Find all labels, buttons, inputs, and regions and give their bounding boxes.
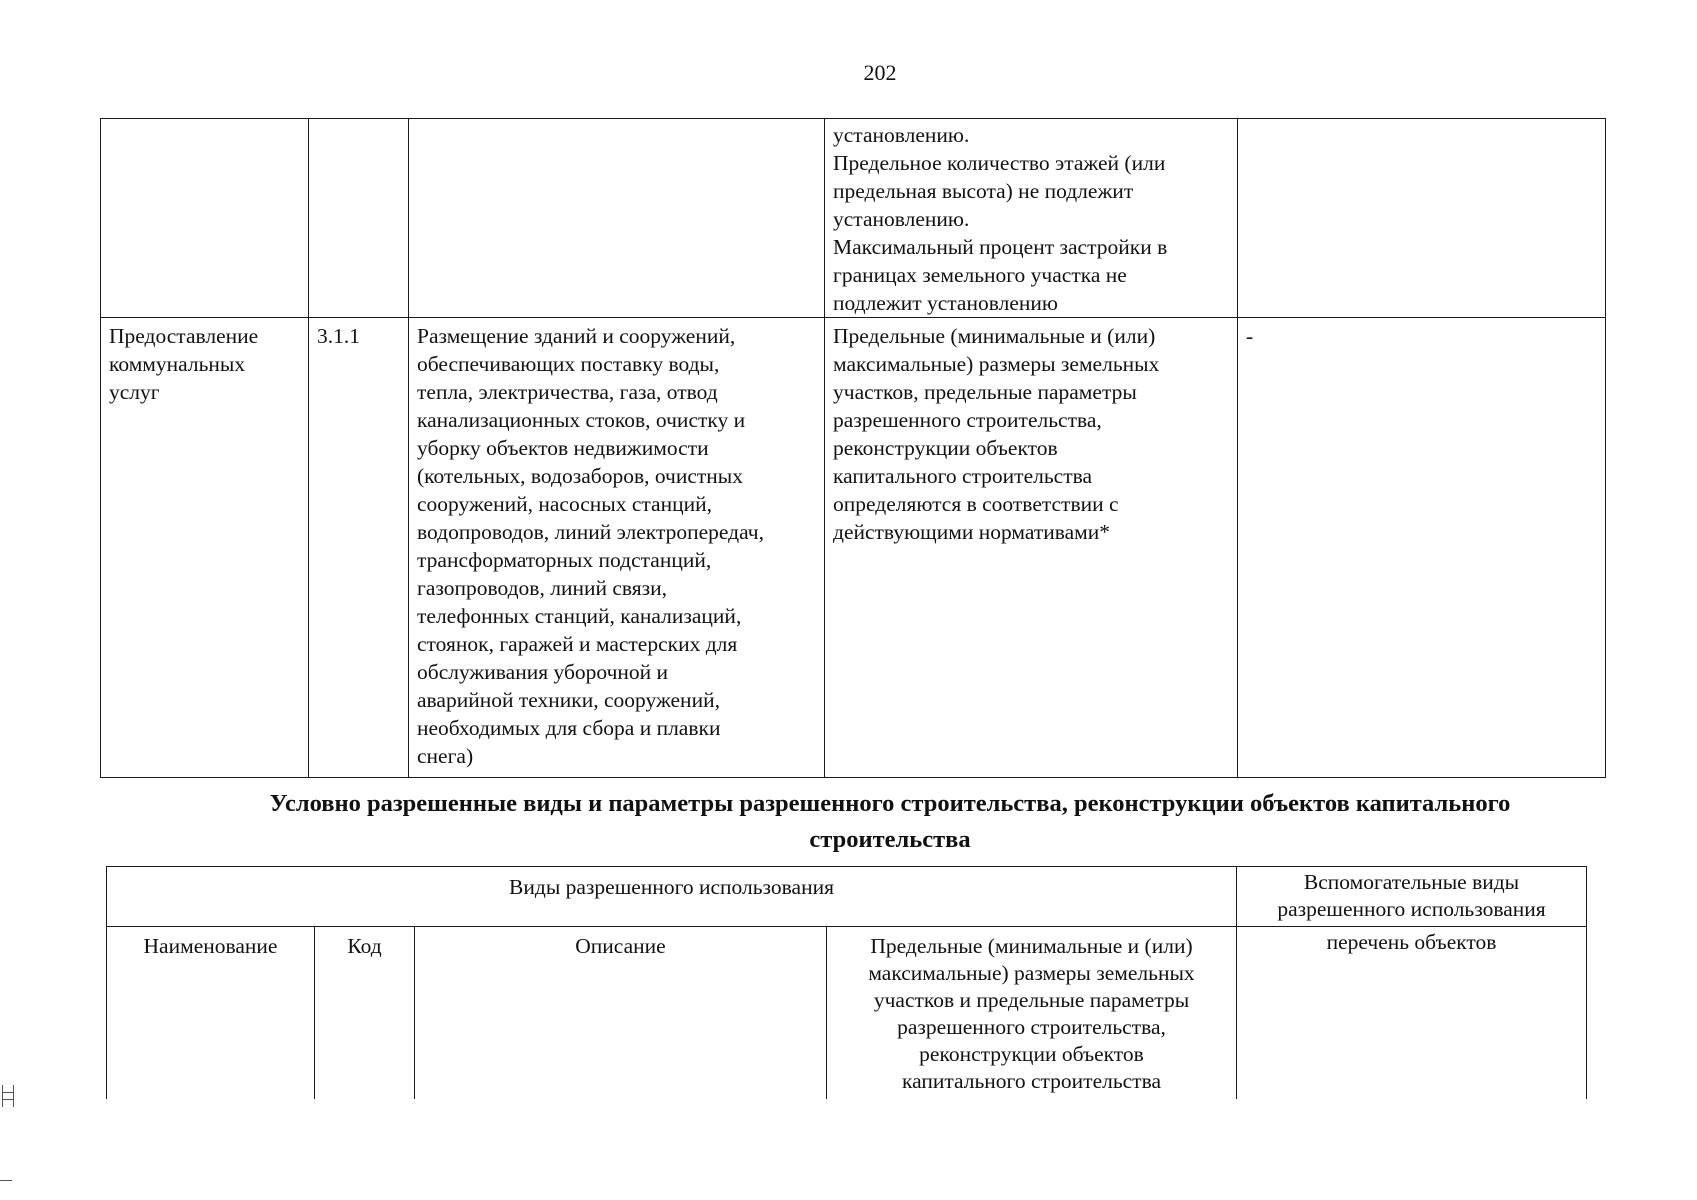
description-line: газопроводов, линий связи, (417, 576, 668, 600)
parameters-line: разрешенного строительства, (833, 408, 1102, 432)
description-line: обслуживания уборочной и (417, 660, 669, 684)
parameters-line: действующими нормативами* (833, 520, 1111, 544)
description-line: обеспечивающих поставку воды, (417, 352, 720, 376)
parameters-line: предельная высота) не подлежит (833, 179, 1134, 203)
section-heading-line: строительства (809, 826, 971, 853)
parameters-header-line: реконструкции объектов (919, 1042, 1144, 1066)
permitted-uses-table (100, 118, 1606, 778)
description-line: (котельных, водозаборов, очистных (417, 464, 744, 488)
description-line: канализационных стоков, очистку и (417, 408, 746, 432)
parameters-line: капитального строительства (833, 464, 1093, 488)
description-line: стоянок, гаражей и мастерских для (417, 632, 738, 656)
name-line: коммунальных (109, 352, 246, 376)
description-line: телефонных станций, канализаций, (417, 604, 742, 628)
parameters-line: реконструкции объектов (833, 436, 1058, 460)
conditional-uses-table (106, 866, 1587, 1099)
description-line: аварийной техники, сооружений, (417, 688, 720, 712)
description-line: Размещение зданий и сооружений, (417, 324, 736, 348)
parameters-header-line: разрешенного строительства, (897, 1015, 1166, 1039)
code-column-header: Код (315, 927, 415, 1099)
description-line: трансформаторных подстанций, (417, 548, 712, 572)
description-line: водопроводов, линий электропередач, (417, 520, 764, 544)
parameters-cell (825, 119, 1238, 318)
auxiliary-cell: - (1238, 318, 1606, 778)
table-row (101, 318, 1606, 778)
margin-dash (0, 1180, 12, 1181)
parameters-line: Предельные (минимальные и (или) (833, 324, 1156, 348)
description-line: необходимых для сбора и плавки (417, 716, 721, 740)
description-line: тепла, электричества, газа, отвод (417, 380, 718, 404)
aux-header-line: Вспомогательные виды (1303, 870, 1520, 894)
code-cell: 3.1.1 (309, 318, 409, 778)
section-heading-line: Условно разрешенные виды и параметры разрешенного строительства, реконструкции объектов капитального (269, 790, 1511, 817)
name-cell (101, 119, 309, 318)
parameters-header-line: максимальные) размеры земельных (868, 961, 1195, 985)
parameters-line: подлежит установлению (833, 291, 1058, 315)
parameters-line: установлению. (833, 123, 970, 147)
parameters-header-line: участков и предельные параметры (873, 988, 1190, 1012)
group-header-cell (107, 867, 1237, 927)
description-line: уборку объектов недвижимости (417, 436, 709, 460)
name-line: услуг (109, 380, 160, 404)
header-row (107, 867, 1587, 927)
parameters-line: Предельное количество этажей (или (833, 151, 1166, 175)
column-header-row (107, 927, 1587, 1099)
name-column-header: Наименование (107, 927, 315, 1099)
auxiliary-cell (1238, 119, 1606, 318)
parameters-column-header (827, 927, 1237, 1099)
name-line: Предоставление (109, 324, 259, 348)
parameters-line: границах земельного участка не (833, 263, 1127, 287)
parameters-line: установлению. (833, 207, 970, 231)
aux-header-line: разрешенного использования (1277, 897, 1546, 921)
parameters-line: участков, предельные параметры (833, 380, 1137, 404)
aux-header-cell (1237, 867, 1587, 927)
parameters-line: Максимальный процент застройки в (833, 235, 1168, 259)
parameters-cell (825, 318, 1238, 778)
parameters-line: максимальные) размеры земельных (833, 352, 1160, 376)
description-line: сооружений, насосных станций, (417, 492, 712, 516)
description-cell (409, 318, 825, 778)
binding-mark (2, 1085, 14, 1107)
name-cell (101, 318, 309, 778)
description-cell (409, 119, 825, 318)
page-number: 202 (863, 60, 897, 85)
parameters-header-line: Предельные (минимальные и (или) (870, 934, 1193, 958)
group-header: Виды разрешенного использования (509, 875, 834, 899)
objects-list-column-header: перечень объектов (1237, 927, 1587, 1099)
code-cell (309, 119, 409, 318)
section-heading (150, 786, 1630, 858)
parameters-header-line: капитального строительства (901, 1069, 1161, 1093)
continuation-row (101, 119, 1606, 318)
description-line: снега) (417, 744, 474, 768)
parameters-line: определяются в соответствии с (833, 492, 1119, 516)
description-column-header: Описание (415, 927, 827, 1099)
